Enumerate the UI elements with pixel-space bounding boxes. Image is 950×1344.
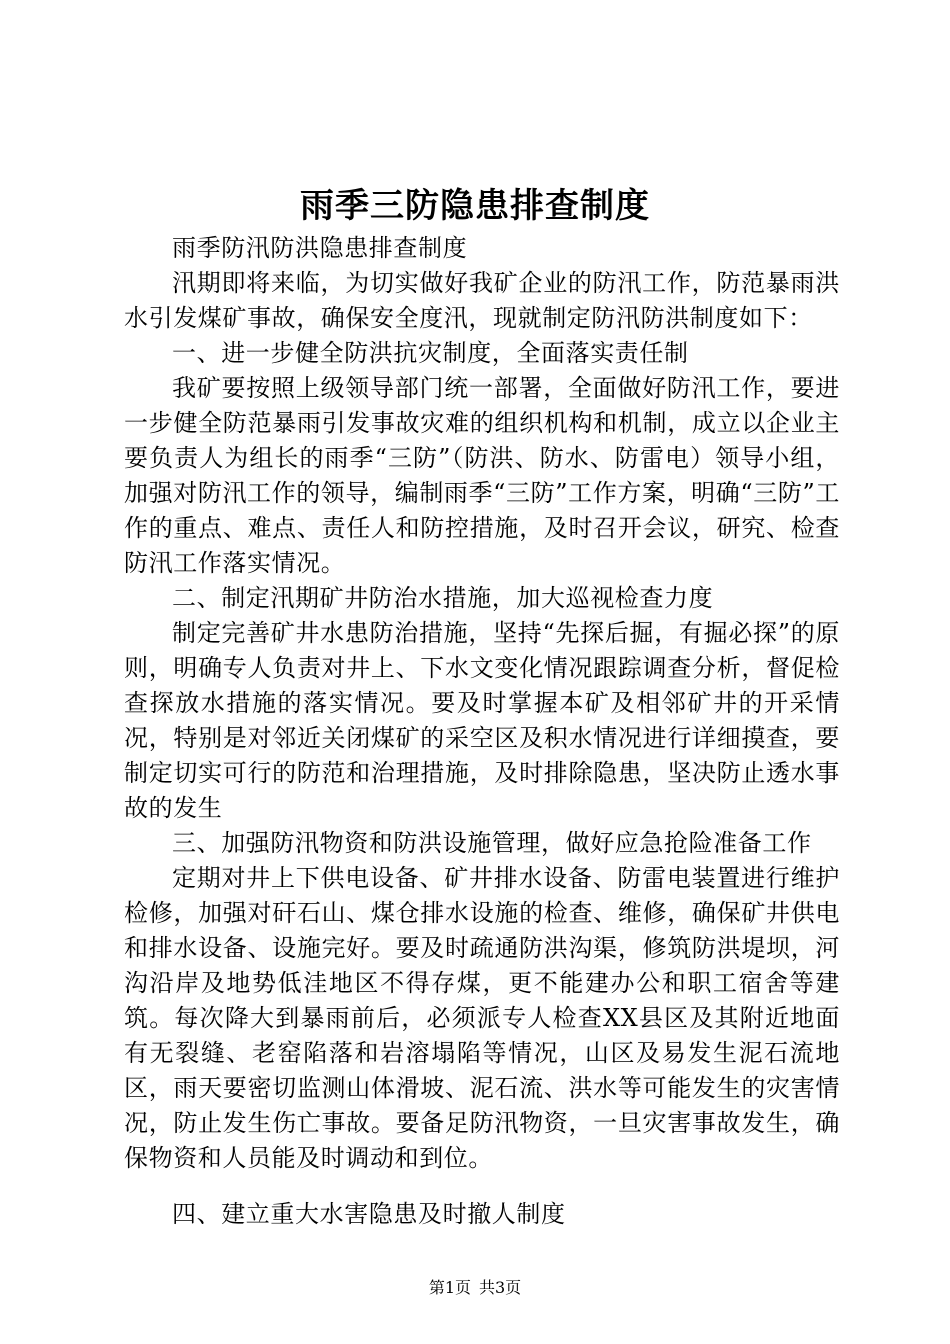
section-body-3: 定期对井上下供电设备、矿井排水设备、防雷电装置进行维护检修，加强对矸石山、煤仓排水设施的检查、维修，确保矿井供电和排水设备、设施完好。要及时疏通防洪沟渠，修筑防洪堤坝，河沟沿岸及地势低洼地区不得存煤，更不能建办公和职工宿舍等建筑。每次降大到暴雨前后，必须派专人检查XX县区及其附近地面有无裂缝、老窑陷落和岩溶塌陷等情况，山区及易发生泥石流地区，雨天要密切监测山体滑坡、泥石流、洪水等可能发生的灾害情况，防止发生伤亡事故。要备足防汛物资，一旦灾害事故发生，确保物资和人员能及时调动和到位。 xyxy=(124,864,840,1172)
page-number: 第1页 xyxy=(428,1278,471,1297)
document-title: 雨季三防隐患排查制度 xyxy=(300,186,650,226)
section-body-2: 制定完善矿井水患防治措施，坚持“先探后掘，有掘必探”的原则，明确专人负责对井上、下水文变化情况跟踪调查分析，督促检查探放水措施的落实情况。要及时掌握本矿及相邻矿井的开采情况，特别是对邻近关闭煤矿的采空区及积水情况进行详细摸查，要制定切实可行的防范和治理措施，及时排除隐患，坚决防止透水事故的发生 xyxy=(124,619,840,822)
section-heading-4: 四、建立重大水害隐患及时撤人制度 xyxy=(172,1200,566,1228)
section-heading-3: 三、加强防汛物资和防洪设施管理，做好应急抢险准备工作 xyxy=(172,829,812,857)
subtitle-paragraph: 雨季防汛防洪隐患排查制度 xyxy=(172,234,468,262)
page-footer xyxy=(0,1277,950,1299)
section-body-1: 我矿要按照上级领导部门统一部署，全面做好防汛工作，要进一步健全防范暴雨引发事故灾难的组织机构和机制，成立以企业主要负责人为组长的雨季“三防”（防洪、防水、防雷电）领导小组，加强对防汛工作的领导，编制雨季“三防”工作方案，明确“三防”工作的重点、难点、责任人和防控措施，及时召开会议，研究、检查防汛工作落实情况。 xyxy=(124,374,840,577)
document-body xyxy=(124,231,840,1232)
page-total: 共3页 xyxy=(479,1278,522,1297)
section-heading-2: 二、制定汛期矿井防治水措施，加大巡视检查力度 xyxy=(172,584,714,612)
intro-paragraph: 汛期即将来临，为切实做好我矿企业的防汛工作，防范暴雨洪水引发煤矿事故，确保安全度汛，现就制定防汛防洪制度如下： xyxy=(124,269,840,332)
section-heading-1: 一、进一步健全防洪抗灾制度，全面落实责任制 xyxy=(172,339,689,367)
